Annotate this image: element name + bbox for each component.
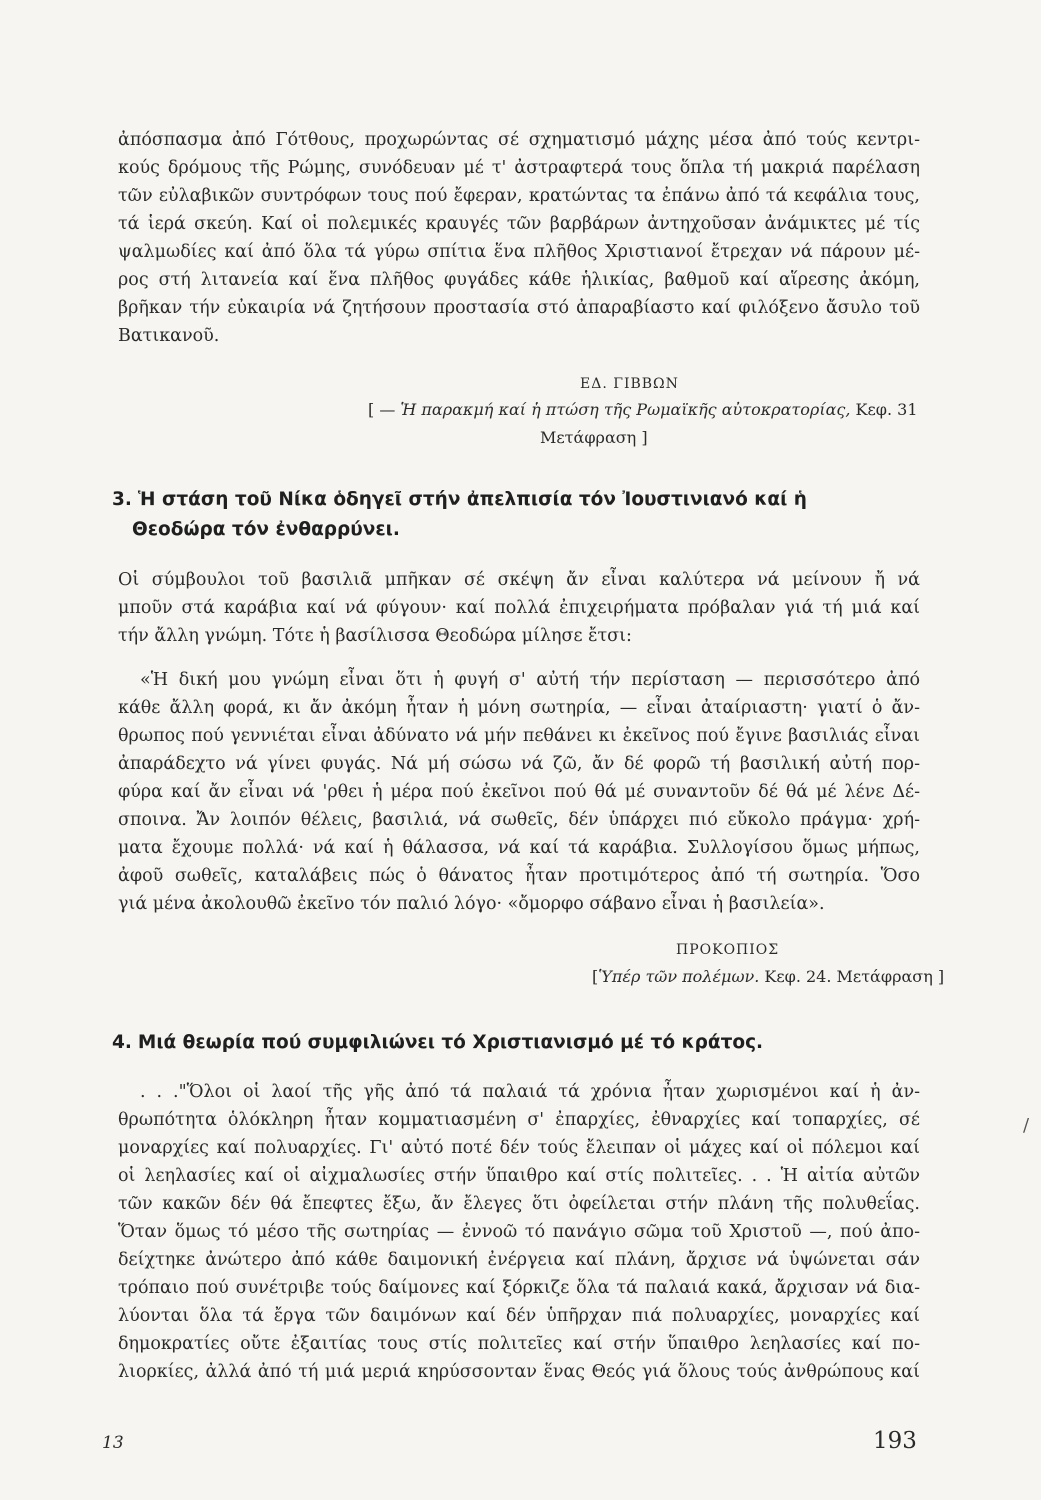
text-line: . . ."Ὅλοι οἱ λαοί τῆς γῆς ἀπό τά παλαιά τά χρόνια ἦταν χωρισμένοι καί ἡ ἀν-: [140, 1082, 920, 1102]
citation-title: Ὑπέρ τῶν πολέμων.: [598, 967, 760, 986]
source-citation: [592, 967, 944, 986]
text-line: κάθε ἄλλη φορά, κι ἄν ἀκόμη ἦταν ἡ μόνη σωτηρία, — εἶναι ἀταίριαστη· γιατί ὁ ἄν-: [118, 698, 920, 718]
text-line: ἀπαράδεχτο νά γίνει φυγάς. Νά μή σώσω νά ζῶ, ἄν δέ φορῶ τή βασιλική αὐτή πορ-: [118, 754, 920, 774]
text-line: θρωπότητα ὁλόκληρη ἦταν κομματιασμένη σ' ἐπαρχίες, ἐθναρχίες καί τοπαρχίες, σέ: [118, 1110, 920, 1130]
signature-mark: 13: [102, 1433, 124, 1453]
text-line: λιορκίες, ἀλλά ἀπό τή μιά μεριά κηρύσσονταν ἕνας Θεός γιά ὅλους τούς ἀνθρώπους καί: [118, 1362, 920, 1382]
text-line: δείχτηκε ἀνώτερο ἀπό κάθε δαιμονική ἐνέργεια καί πλάνη, ἄρχισε νά ὑψώνεται σάν: [118, 1250, 920, 1270]
citation-prefix: [ —: [368, 400, 401, 419]
section-number: 4.: [112, 1032, 132, 1053]
section-number: 3.: [112, 489, 132, 510]
citation-suffix: Κεφ. 31: [850, 400, 918, 419]
text-line: σποινα. Ἄν λοιπόν θέλεις, βασιλιά, νά σωθεῖς, δέν ὑπάρχει πιό εὔκολο πράγμα· χρή-: [118, 810, 920, 830]
source-citation-line-2: Μετάφραση ]: [540, 428, 648, 447]
heading-line: Μιά θεωρία πού συμφιλιώνει τό Χριστιανισμό μέ τό κράτος.: [137, 1032, 764, 1053]
text-line: βρῆκαν τήν εὐκαιρία νά ζητήσουν προστασία στό ἀπαραβίαστο καί φιλόξενο ἄσυλο τοῦ: [118, 298, 920, 318]
text-line: ἀπόσπασμα ἀπό Γότθους, προχωρώντας σέ σχηματισμό μάχης μέσα ἀπό τούς κεντρι-: [118, 130, 920, 150]
citation-title: Ἡ παρακμή καί ἡ πτώση τῆς Ρωμαϊκῆς αὐτοκρατορίας,: [400, 400, 851, 419]
citation-prefix: [: [592, 967, 599, 986]
text-line: τά ἱερά σκεύη. Καί οἱ πολεμικές κραυγές τῶν βαρβάρων ἀντηχοῦσαν ἀνάμικτες μέ τίς: [118, 214, 920, 234]
text-line: Ὅταν ὅμως τό μέσο τῆς σωτηρίας — ἐννοῶ τό πανάγιο σῶμα τοῦ Χριστοῦ —, πού ἀπο-: [118, 1222, 920, 1242]
author-attribution: ΕΔ. ΓΙΒΒΩΝ: [580, 376, 679, 392]
text-line: οἱ λεηλασίες καί οἱ αἰχμαλωσίες στήν ὕπαιθρο καί στίς πολιτεῖες. . . Ἡ αἰτία αὐτῶν: [118, 1166, 920, 1186]
text-line: δημοκρατίες οὔτε ἐξαιτίας τους στίς πολιτεῖες καί στήν ὕπαιθρο λεηλασίες καί πο-: [118, 1334, 920, 1354]
text-line: τήν ἄλλη γνώμη. Τότε ἡ βασίλισσα Θεοδώρα μίλησε ἔτσι:: [118, 626, 632, 646]
text-line: λύονται ὅλα τά ἔργα τῶν δαιμόνων καί δέν ὑπῆρχαν πιά πολυαρχίες, μοναρχίες καί: [118, 1306, 920, 1326]
text-line: Βατικανοῦ.: [118, 326, 220, 346]
text-line: τῶν κακῶν δέν θά ἔπεφτες ἔξω, ἄν ἔλεγες ὅτι ὀφείλεται στήν πλάνη τῆς πολυθεΐας.: [118, 1194, 920, 1214]
text-line: τρόπαιο πού συνέτριβε τούς δαίμονες καί ξόρκιζε ὅλα τά παλαιά κακά, ἄρχισαν νά δια-: [118, 1278, 920, 1298]
source-citation: [368, 400, 918, 419]
text-line: ματα ἔχουμε πολλά· νά καί ἡ θάλασσα, νά καί τά καράβια. Συλλογίσου ὅμως μήπως,: [118, 838, 920, 858]
heading-line: Ἡ στάση τοῦ Νίκα ὁδηγεῖ στήν ἀπελπισία τόν Ἰουστινιανό καί ἡ: [137, 489, 807, 510]
text-line: φύρα καί ἄν εἶναι νά 'ρθει ἡ μέρα πού ἐκεῖνοι πού θά μέ συναντοῦν δέ θά μέ λένε Δέ-: [118, 782, 920, 802]
text-line: θρωπος πού γεννιέται εἶναι ἀδύνατο νά μήν πεθάνει κι ἐκεῖνος πού ἔγινε βασιλιάς εἶναι: [118, 726, 920, 746]
text-line: μποῦν στά καράβια καί νά φύγουν· καί πολλά ἐπιχειρήματα πρόβαλαν γιά τή μιά καί: [118, 598, 920, 618]
author-attribution: ΠΡΟΚΟΠΙΟΣ: [676, 942, 780, 958]
text-line: τῶν εὐλαβικῶν συντρόφων τους πού ἔφεραν, κρατώντας τα ἐπάνω ἀπό τά κεφάλια τους,: [118, 186, 920, 206]
text-line: γιά μένα ἀκολουθῶ ἐκεῖνο τόν παλιό λόγο· «ὄμορφο σάβανο εἶναι ἡ βασιλεία».: [118, 894, 825, 914]
text-line: ψαλμωδίες καί ἀπό ὅλα τά γύρω σπίτια ἕνα πλῆθος Χριστιανοί ἔτρεχαν νά πάρουν μέ-: [118, 242, 920, 262]
text-line: ρος στή λιτανεία καί ἕνα πλῆθος φυγάδες κάθε ἡλικίας, βαθμοῦ καί αἵρεσης ἀκόμη,: [118, 270, 920, 290]
text-line: ἀφοῦ σωθεῖς, καταλάβεις πώς ὁ θάνατος ἦταν προτιμότερος ἀπό τή σωτηρία. Ὅσο: [118, 866, 920, 886]
text-line: κούς δρόμους τῆς Ρώμης, συνόδευαν μέ τ' ἀστραφτερά τους ὅπλα τή μακριά παρέλαση: [118, 158, 920, 178]
section-3-heading: [112, 484, 922, 515]
section-4-heading: [112, 1027, 922, 1058]
margin-mark: /: [1023, 1115, 1030, 1136]
text-line: μοναρχίες καί πολυαρχίες. Γι' αὐτό ποτέ δέν τούς ἔλειπαν οἱ μάχες καί οἱ πόλεμοι καί: [118, 1138, 920, 1158]
page-number: 193: [873, 1428, 917, 1454]
text-line: Οἱ σύμβουλοι τοῦ βασιλιᾶ μπῆκαν σέ σκέψη ἄν εἶναι καλύτερα νά μείνουν ἤ νά: [118, 570, 920, 590]
text-line: «Ἡ δική μου γνώμη εἶναι ὅτι ἡ φυγή σ' αὐτή τήν περίσταση — περισσότερο ἀπό: [140, 670, 920, 690]
section-3-heading-line-2: Θεοδώρα τόν ἐνθαρρύνει.: [132, 519, 400, 540]
citation-suffix: Κεφ. 24. Μετάφραση ]: [759, 967, 945, 986]
